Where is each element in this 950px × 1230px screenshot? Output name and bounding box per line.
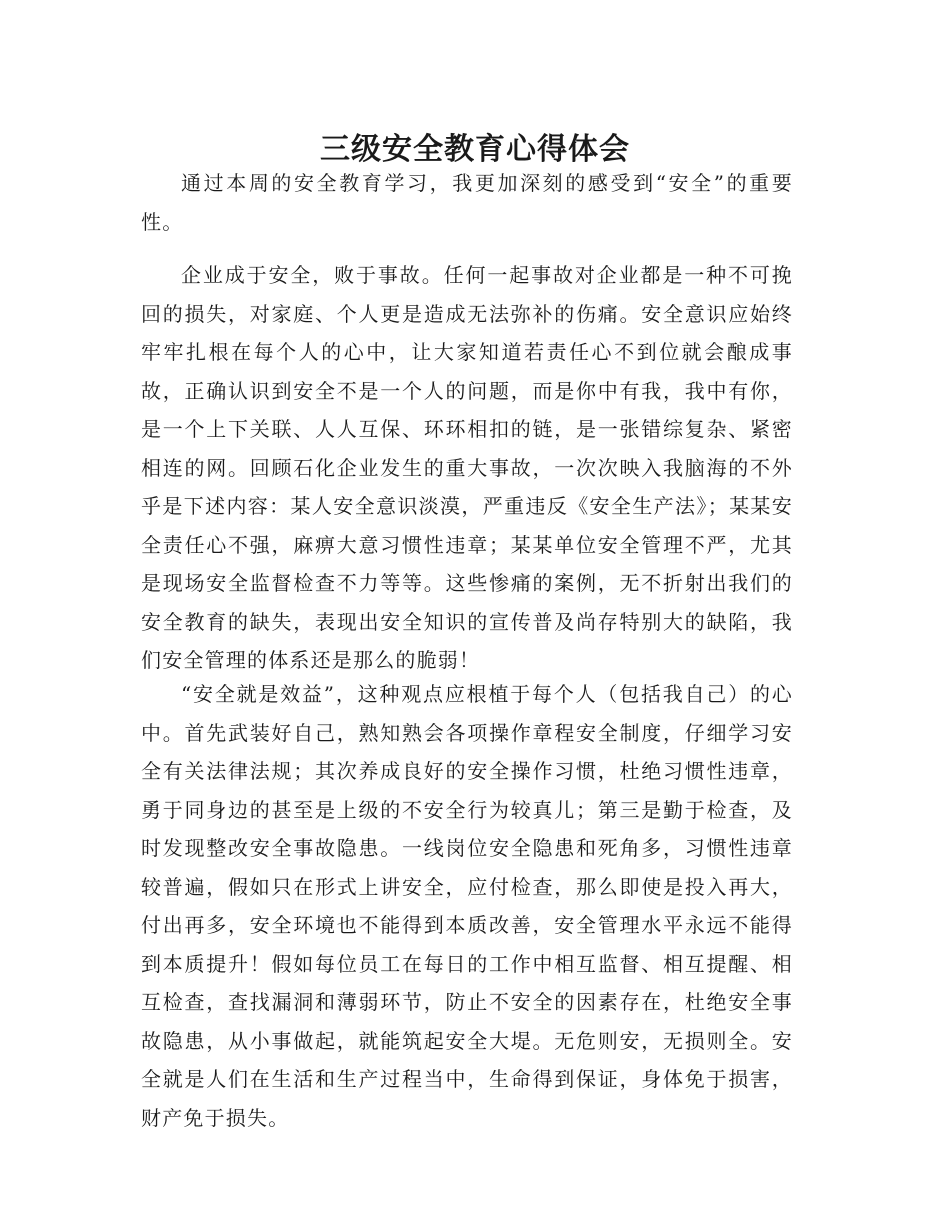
paragraph-1: 通过本周的安全教育学习，我更加深刻的感受到“安全”的重要性。 [141, 171, 793, 234]
document-title: 三级安全教育心得体会 [320, 132, 630, 168]
paragraph-2: 企业成于安全，败于事故。任何一起事故对企业都是一种不可挽回的损失，对家庭、个人更是造成无法弥补的伤痛。安全意识应始终牢牢扎根在每个人的心中，让大家知道若责任心不到位就会酿成事故，正确认识到安全不是一个人的问题，而是你中有我，我中有你，是一个上下关联、人人互保、环环相扣的链，是一张错综复杂、紧密相连的网。回顾石化企业发生的重大事故，一次次映入我脑海的不外乎是下述内容：某人安全意识淡漠，严重违反《安全生产法》；某某安全责任心不强，麻痹大意习惯性违章；某某单位安全管理不严，尤其是现场安全监督检查不力等等。这些惨痛的案例，无不折射出我们的安全教育的缺失，表现出安全知识的宣传普及尚存特别大的缺陷，我们安全管理的体系还是那么的脆弱！ [141, 263, 793, 672]
paragraph-3: “安全就是效益”，这种观点应根植于每个人（包括我自己）的心中。首先武装好自己，熟知熟会各项操作章程安全制度，仔细学习安全有关法律法规；其次养成良好的安全操作习惯，杜绝习惯性违章，勇于同身边的甚至是上级的不安全行为较真儿；第三是勤于检查，及时发现整改安全事故隐患。一线岗位安全隐患和死角多，习惯性违章较普遍，假如只在形式上讲安全，应付检查，那么即使是投入再大，付出再多，安全环境也不能得到本质改善，安全管理水平永远不能得到本质提升！假如每位员工在每日的工作中相互监督、相互提醒、相互检查，查找漏洞和薄弱环节，防止不安全的因素存在，杜绝安全事故隐患，从小事做起，就能筑起安全大堤。无危则安，无损则全。安全就是人们在生活和生产过程当中，生命得到保证，身体免于损害，财产免于损失。 [141, 682, 793, 1130]
